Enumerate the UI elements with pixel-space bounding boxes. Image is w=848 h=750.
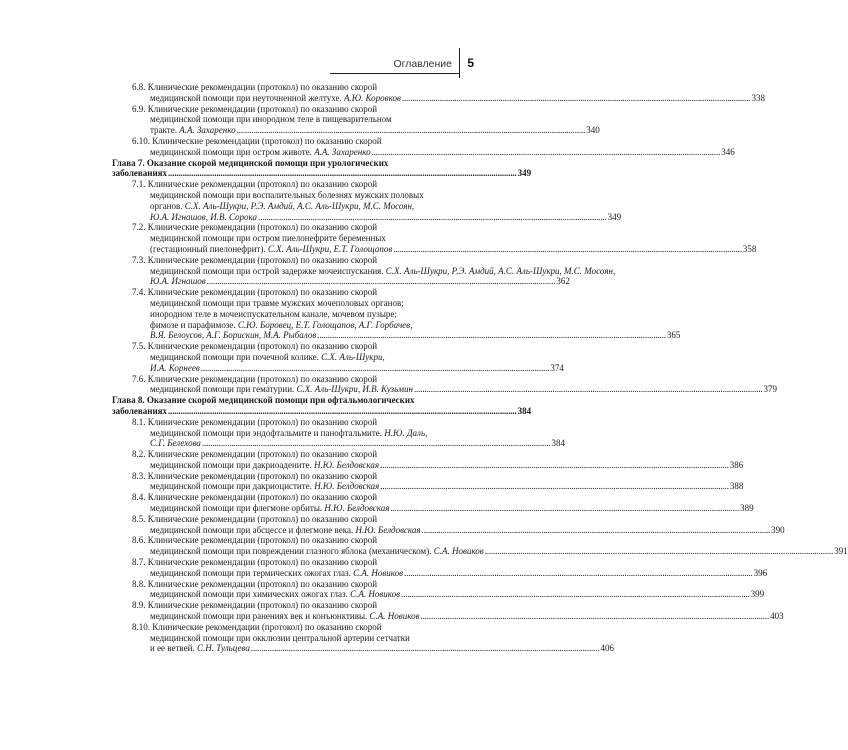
toc-entry-line xyxy=(132,438,566,449)
entry-text: Клинические рекомендации (протокол) по оказанию скорой xyxy=(147,222,378,233)
toc-entry xyxy=(132,373,778,396)
entry-author: Ю.А. Игнашов, И.В. Сорока xyxy=(150,211,258,222)
entry-text: Клинические рекомендации (протокол) по оказанию скорой xyxy=(147,254,378,265)
toc-entry-line xyxy=(132,287,482,298)
toc-entry xyxy=(132,254,616,287)
entry-author: С.А. Новиков xyxy=(353,567,404,578)
entry-text: Клинические рекомендации (протокол) по оказанию скорой xyxy=(147,341,378,352)
entry-text: медицинской помощи при неуточненной желтухе. xyxy=(150,92,342,103)
toc-entry-line xyxy=(132,481,744,492)
toc-page-number: 389 xyxy=(740,503,754,514)
entry-number: 6.9. xyxy=(132,103,146,114)
dot-leader xyxy=(390,503,739,513)
header-horizontal-rule xyxy=(330,73,460,74)
entry-author: В.Я. Белоусов, А.Г. Борискин, М.А. Рыбалов xyxy=(150,330,317,341)
toc-entry-line xyxy=(132,298,482,309)
entry-author: С.Х. Аль-Шукри, И.В. Кузьмин xyxy=(296,384,413,395)
chapter-title-text: Глава 7. Оказание скорой медицинской помощи при урологических xyxy=(112,157,389,168)
entry-text: Клинические рекомендации (протокол) по оказанию скорой xyxy=(147,449,378,460)
toc-page-number: 391 xyxy=(834,546,848,557)
toc-page-number: 384 xyxy=(517,405,532,416)
entry-text: медицинской помощи при гематурии. xyxy=(150,384,295,395)
entry-text: Клинические рекомендации (протокол) по оказанию скорой xyxy=(147,416,378,427)
toc-entry xyxy=(132,103,600,136)
entry-text: Клинические рекомендации (протокол) по оказанию скорой xyxy=(147,492,378,503)
toc-entry-line xyxy=(132,384,778,395)
entry-number: 8.1. xyxy=(132,416,146,427)
dot-leader xyxy=(317,330,666,340)
dot-leader xyxy=(422,525,771,535)
entry-author: С.А. Новиков xyxy=(369,611,420,622)
toc-page-number: 379 xyxy=(763,384,778,395)
entry-author: Н.Ю. Белдовская xyxy=(324,503,390,514)
toc-entry xyxy=(132,179,622,222)
toc-entry-line xyxy=(132,243,757,255)
entry-text: медицинской помощи при остром пиелонефрите беременных xyxy=(150,233,386,244)
entry-author: Н.Ю. Белдовская xyxy=(314,459,380,470)
toc-entry-line xyxy=(132,104,482,115)
entry-author: Н.Ю. Даль, xyxy=(384,427,428,438)
dot-leader xyxy=(202,438,551,448)
toc-entry-line xyxy=(132,567,768,579)
dot-leader xyxy=(402,93,751,103)
dot-leader xyxy=(168,406,517,416)
toc-page-number: 396 xyxy=(753,567,768,578)
entry-author: Н.Ю. Белдовская xyxy=(314,481,380,492)
toc-entry xyxy=(132,492,754,514)
toc-entry-line xyxy=(132,503,754,514)
dot-leader xyxy=(201,363,550,373)
toc-entry-line xyxy=(132,352,482,363)
entry-author: С.Х. Аль-Шукри, Р.Э. Амдий, А.С. Аль-Шукри, М.С. Мосоян, xyxy=(385,265,616,276)
entry-author: С.Х. Аль-Шукри, xyxy=(321,351,385,362)
toc-entry-line xyxy=(132,535,482,546)
dot-leader xyxy=(393,244,742,254)
entry-author: Н.Ю. Белдовская xyxy=(355,524,421,535)
entry-text: медицинской помощи при ранениях век и конъюнктивы. xyxy=(150,611,368,622)
toc-entry-line xyxy=(132,492,482,503)
entry-text: медицинской помощи при окклюзии центральной артерии сетчатки xyxy=(150,632,410,643)
toc-entry-line xyxy=(132,546,848,557)
toc-entry-line xyxy=(132,233,482,244)
entry-number: 7.5. xyxy=(132,341,146,352)
entry-author: С.Х. Аль-Шукри, Е.Т. Голощапов xyxy=(267,243,393,254)
toc-entry-line xyxy=(132,341,482,352)
toc-chapter-line xyxy=(112,405,532,417)
toc-page-number: 340 xyxy=(586,125,600,136)
toc-page-number: 386 xyxy=(729,459,744,470)
toc-entry-line xyxy=(132,622,482,633)
entry-text: медицинской помощи при дакриоцистите. xyxy=(150,481,312,492)
toc-entry-line xyxy=(132,362,564,374)
dot-leader xyxy=(485,546,834,556)
toc-entry-line xyxy=(132,643,614,654)
entry-number: 7.2. xyxy=(132,222,146,233)
toc-entry-line xyxy=(132,374,482,385)
toc-entry-line xyxy=(132,330,681,341)
toc-entry xyxy=(132,621,614,654)
dot-leader xyxy=(258,212,607,222)
entry-text: фимозе и парафимозе. xyxy=(150,319,236,330)
toc-page-number: 362 xyxy=(556,276,570,287)
entry-text: Клинические рекомендации (протокол) по оказанию скорой xyxy=(147,513,378,524)
toc-entry-line xyxy=(132,276,570,287)
entry-text: инородном теле в мочеиспускательном канале, мочевом пузыре; xyxy=(150,308,397,319)
toc-chapter-line xyxy=(112,168,532,179)
toc-entry-line xyxy=(132,600,482,611)
running-header xyxy=(330,54,480,72)
toc-page-number: 374 xyxy=(550,362,564,373)
toc-entry-line xyxy=(132,179,482,190)
dot-leader xyxy=(420,611,769,621)
toc-entry-line xyxy=(132,136,482,147)
dot-leader xyxy=(237,125,586,135)
entry-number: 8.9. xyxy=(132,600,146,611)
toc-page-number: 399 xyxy=(750,589,765,600)
entry-text: Клинические рекомендации (протокол) по оказанию скорой xyxy=(152,621,382,632)
toc-entry xyxy=(132,557,768,579)
toc-page-number: 338 xyxy=(751,92,765,103)
toc-entry-line xyxy=(132,265,616,277)
entry-text: медицинской помощи при эндофтальмите и панофтальмите. xyxy=(150,427,383,438)
page-number: 5 xyxy=(467,56,474,70)
entry-text: Клинические рекомендации (протокол) по оказанию скорой xyxy=(147,470,378,481)
entry-text: медицинской помощи при химических ожогах глаз. xyxy=(150,589,348,600)
toc-entry-line xyxy=(132,471,482,482)
toc-entry-line xyxy=(132,417,482,428)
entry-text: Клинические рекомендации (протокол) по оказанию скорой xyxy=(147,578,378,589)
dot-leader xyxy=(414,384,763,394)
entry-text: медицинской помощи при травме мужских мочеполовых органов; xyxy=(150,297,404,308)
dot-leader xyxy=(372,147,721,157)
dot-leader xyxy=(207,276,556,286)
entry-author: С.А. Новиков xyxy=(433,546,484,557)
entry-number: 8.3. xyxy=(132,470,146,481)
toc-page-number: 390 xyxy=(771,524,785,535)
toc-entry-line xyxy=(132,146,735,158)
toc-entry-line xyxy=(132,589,765,600)
toc-entry-line xyxy=(132,428,482,439)
entry-text: Клинические рекомендации (протокол) по оказанию скорой xyxy=(147,535,378,546)
toc-entry xyxy=(132,600,784,622)
dot-leader xyxy=(380,460,729,470)
entry-author: А.Ю. Коровков xyxy=(344,92,401,103)
toc-chapter xyxy=(112,157,532,180)
entry-text: медицинской помощи при термических ожогах глаз. xyxy=(150,567,351,578)
toc-entry-line xyxy=(132,92,765,104)
toc-entry-line xyxy=(132,222,482,233)
toc-page-number: 358 xyxy=(742,243,757,254)
toc-entry-line xyxy=(132,211,622,223)
entry-author: С.Х. Аль-Шукри, Р.Э. Амдий, А.С. Аль-Шукри, М.С. Мосоян, xyxy=(184,200,415,211)
toc-page-number: 349 xyxy=(607,211,622,222)
entry-text: органов. xyxy=(150,200,183,211)
entry-number: 8.8. xyxy=(132,578,146,589)
toc-entry xyxy=(132,135,735,158)
dot-leader xyxy=(404,568,753,578)
entry-number: 8.2. xyxy=(132,449,146,460)
toc-entry-line xyxy=(132,309,482,320)
entry-number: 7.4. xyxy=(132,287,146,298)
dot-leader xyxy=(251,643,600,653)
entry-text: Клинические рекомендации (протокол) по оказанию скорой xyxy=(152,135,382,146)
entry-text: медицинской помощи при абсцессе и флегмоне века. xyxy=(150,524,354,535)
entry-number: 7.1. xyxy=(132,179,146,190)
entry-number: 6.8. xyxy=(132,82,146,92)
toc-entry xyxy=(132,222,757,254)
entry-number: 8.6. xyxy=(132,535,146,546)
entry-number: 7.6. xyxy=(132,373,146,384)
toc-page-number: 406 xyxy=(600,643,614,654)
toc-entry-line xyxy=(132,114,482,125)
toc-entry xyxy=(132,82,765,104)
entry-text: медицинской помощи при дакриоадените. xyxy=(150,459,312,470)
chapter-title-text: заболеваниях xyxy=(112,405,168,416)
entry-author: С.Ю. Боровец, Е.Т. Голощапов, А.Г. Горбачев, xyxy=(237,319,413,330)
entry-text: Клинические рекомендации (протокол) по оказанию скорой xyxy=(147,600,378,611)
toc-entry xyxy=(132,416,566,449)
entry-author: Ю.А. Игнашов xyxy=(150,276,206,287)
entry-text: Клинические рекомендации (протокол) по оказанию скорой xyxy=(147,179,378,190)
entry-text: Клинические рекомендации (протокол) по оказанию скорой xyxy=(147,82,378,92)
toc-entry-line xyxy=(132,557,482,568)
toc-entry xyxy=(132,341,564,373)
entry-text: Клинические рекомендации (протокол) по оказанию скорой xyxy=(147,287,378,298)
toc-entry xyxy=(132,535,848,557)
toc-entry-line xyxy=(132,201,482,212)
entry-author: С.Н. Тульцева xyxy=(196,643,250,654)
section-title: Оглавление xyxy=(393,58,452,70)
toc-entry-line xyxy=(132,255,482,266)
toc-page-number: 349 xyxy=(517,168,532,179)
dot-leader xyxy=(168,168,517,178)
entry-number: 7.3. xyxy=(132,254,146,265)
entry-text: медицинской помощи при повреждении глазного яблока (механическом). xyxy=(150,546,432,557)
toc-entry-line xyxy=(132,611,784,622)
toc-page-number: 384 xyxy=(551,438,566,449)
entry-text: Клинические рекомендации (протокол) по оказанию скорой xyxy=(147,373,378,384)
toc-entry xyxy=(132,513,785,536)
toc-entry-line xyxy=(132,82,482,93)
toc-page-number: 346 xyxy=(721,146,735,157)
entry-author: А.А. Захаренко xyxy=(179,125,236,136)
toc-entry-line xyxy=(132,514,482,525)
toc-entry-line xyxy=(132,633,482,644)
toc-chapter xyxy=(112,395,532,417)
entry-text: (гестационный пиелонефрит). xyxy=(150,243,266,254)
toc-entry-line xyxy=(132,125,600,136)
entry-number: 8.5. xyxy=(132,513,146,524)
entry-text: тракте. xyxy=(150,125,177,136)
entry-text: Клинические рекомендации (протокол) по оказанию скорой xyxy=(147,103,378,114)
toc-page-number: 365 xyxy=(666,330,681,341)
toc-entry xyxy=(132,287,681,341)
entry-author: С.Г. Белехова xyxy=(150,438,201,449)
dot-leader xyxy=(380,481,729,491)
toc-entry-line xyxy=(132,190,482,201)
chapter-title-text: заболеваниях xyxy=(112,168,168,179)
chapter-title-text: Глава 8. Оказание скорой медицинской помощи при офтальмологических xyxy=(112,395,415,406)
toc-entry xyxy=(132,449,744,471)
entry-text: медицинской помощи при флегмоне орбиты. xyxy=(150,503,323,514)
table-of-contents xyxy=(112,82,848,654)
entry-text: медицинской помощи при инородном теле в пищеварительном xyxy=(150,114,392,125)
toc-entry-line xyxy=(132,320,482,331)
toc-entry-line xyxy=(132,449,482,460)
toc-entry-line xyxy=(132,524,785,536)
entry-number: 8.4. xyxy=(132,492,146,503)
entry-author: А.А. Захаренко xyxy=(314,146,371,157)
toc-entry xyxy=(132,578,765,601)
toc-entry-line xyxy=(132,579,482,590)
toc-entry xyxy=(132,470,744,493)
toc-page-number: 388 xyxy=(729,481,744,492)
entry-number: 8.7. xyxy=(132,557,146,568)
entry-number: 6.10. xyxy=(132,135,150,146)
dot-leader xyxy=(401,589,750,599)
entry-number: 8.10. xyxy=(132,621,150,632)
entry-text: и ее ветвей. xyxy=(150,643,195,654)
entry-text: Клинические рекомендации (протокол) по оказанию скорой xyxy=(147,557,378,568)
toc-page-number: 403 xyxy=(770,611,784,622)
toc-entry-line xyxy=(132,459,744,471)
entry-text: медицинской помощи при почечной колике. xyxy=(150,351,319,362)
entry-text: медицинской помощи при воспалительных болезнях мужских половых xyxy=(150,189,424,200)
entry-text: медицинской помощи при острой задержке мочеиспускания. xyxy=(150,265,384,276)
entry-author: И.А. Корнеев xyxy=(150,362,200,373)
entry-text: медицинской помощи при остром животе. xyxy=(150,146,312,157)
entry-author: С.А. Новиков xyxy=(350,589,401,600)
